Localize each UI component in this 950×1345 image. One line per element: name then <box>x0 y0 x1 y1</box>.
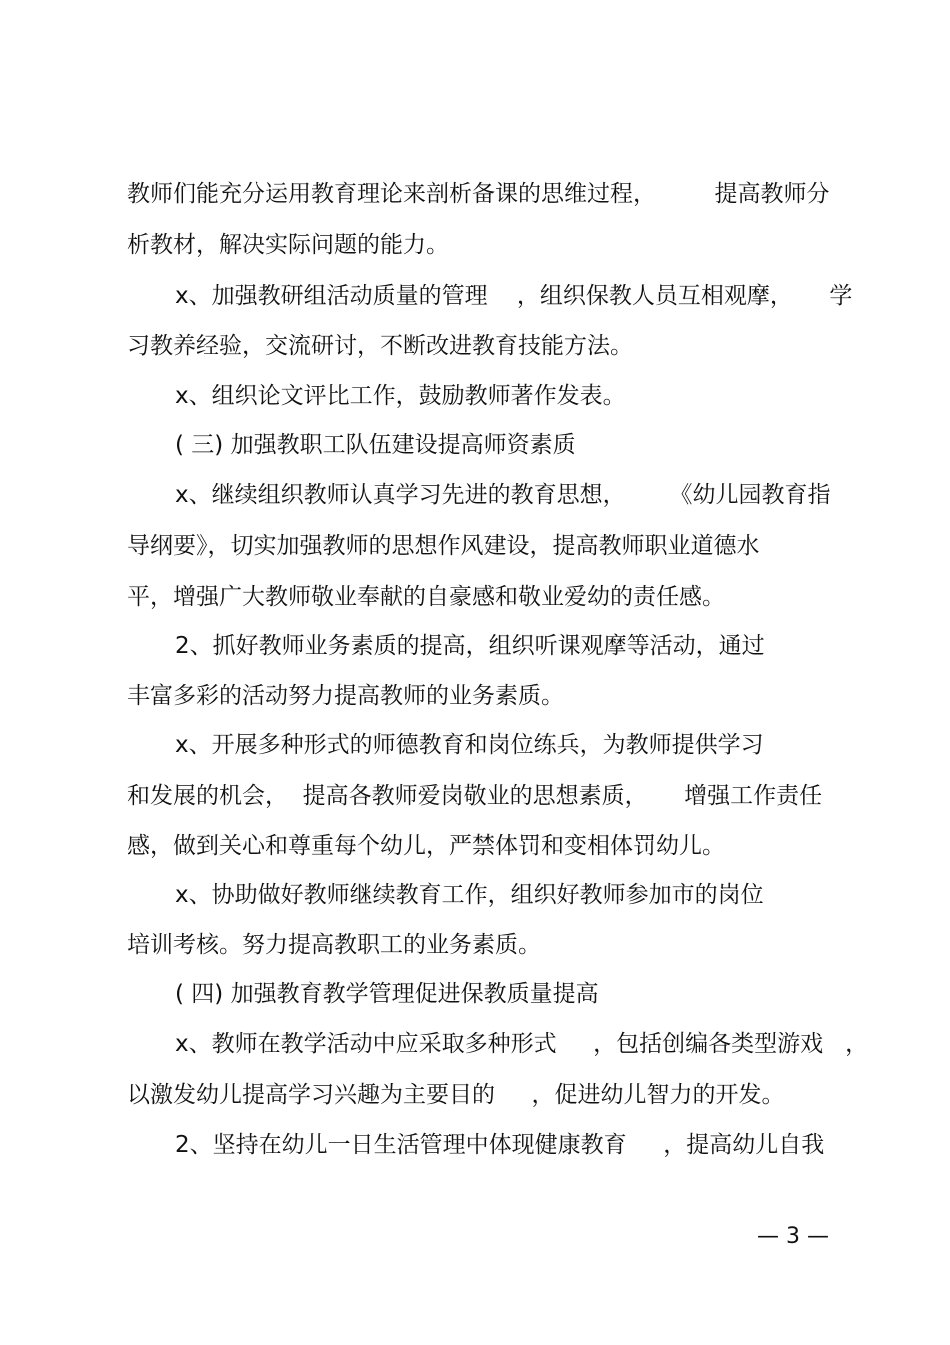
paragraph-line: x、继续组织教师认真学习先进的教育思想， 《幼儿园教育指 <box>175 482 831 508</box>
paragraph-line: 导纲要》，切实加强教师的思想作风建设，提高教师职业道德水 <box>127 533 760 559</box>
paragraph-line: x、组织论文评比工作，鼓励教师著作发表。 <box>175 383 626 409</box>
section-heading: ( 三) 加强教职工队伍建设提高师资素质 <box>175 432 576 458</box>
paragraph-line: 平，增强广大教师敬业奉献的自豪感和敬业爱幼的责任感。 <box>127 584 725 610</box>
paragraph-line: x、协助做好教师继续教育工作，组织好教师参加市的岗位 <box>175 882 764 908</box>
paragraph-line: 和发展的机会， 提高各教师爱岗敬业的思想素质， 增强工作责任 <box>127 783 823 809</box>
paragraph-line: 2、坚持在幼儿一日生活管理中体现健康教育 ，提高幼儿自我 <box>175 1132 825 1158</box>
page-number: — 3 — <box>757 1224 829 1249</box>
paragraph-line: 教师们能充分运用教育理论来剖析备课的思维过程， 提高教师分 <box>127 181 830 207</box>
paragraph-line: 习教养经验，交流研讨，不断改进教育技能方法。 <box>127 333 633 359</box>
paragraph-line: 2、抓好教师业务素质的提高，组织听课观摩等活动，通过 <box>175 633 765 659</box>
paragraph-line: x、加强教研组活动质量的管理 ，组织保教人员互相观摩， 学 <box>175 283 853 309</box>
paragraph-line: 以激发幼儿提高学习兴趣为主要目的 ，促进幼儿智力的开发。 <box>127 1082 785 1108</box>
paragraph-line: 感，做到关心和尊重每个幼儿，严禁体罚和变相体罚幼儿。 <box>127 833 725 859</box>
paragraph-line: x、教师在教学活动中应采取多种形式 ，包括创编各类型游戏 ， <box>175 1031 869 1057</box>
paragraph-line: x、开展多种形式的师德教育和岗位练兵，为教师提供学习 <box>175 732 764 758</box>
paragraph-line: 析教材，解决实际问题的能力。 <box>127 232 449 258</box>
paragraph-line: 培训考核。努力提高教职工的业务素质。 <box>127 932 541 958</box>
section-heading: ( 四) 加强教育教学管理促进保教质量提高 <box>175 981 599 1007</box>
paragraph-line: 丰富多彩的活动努力提高教师的业务素质。 <box>127 683 564 709</box>
